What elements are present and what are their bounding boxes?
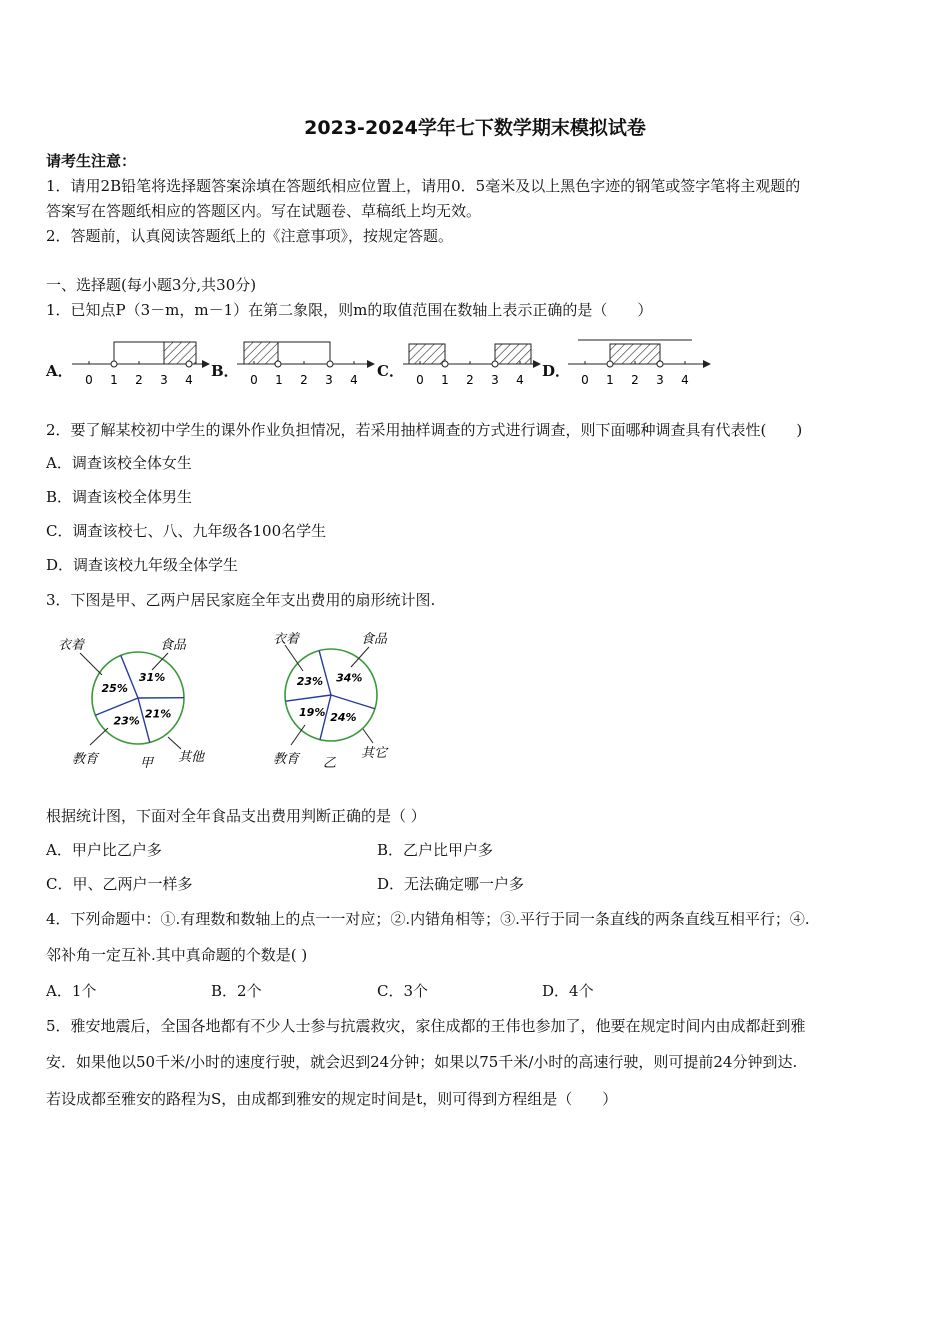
number-line-b xyxy=(229,332,379,392)
tick-label: 3 xyxy=(491,373,499,387)
q2-option-c: C．调查该校七、八、九年级各100名学生 xyxy=(46,522,327,540)
pie-slice-label: 34% xyxy=(336,671,363,685)
q1-stem: 1．已知点P（3－m，m－1）在第二象限，则m的取值范围在数轴上表示正确的是（ ） xyxy=(46,301,653,319)
tick-label: 4 xyxy=(350,373,358,387)
q4-option-a: A．1个 xyxy=(46,982,97,1000)
category-label: 教育 xyxy=(72,752,99,767)
category-label: 衣着 xyxy=(58,638,85,653)
hatch-region xyxy=(244,342,278,364)
pie-slice-label: 25% xyxy=(101,682,128,696)
notice-line-1b: 答案写在答题纸相应的答题区内。写在试题卷、草稿纸上均无效。 xyxy=(46,202,482,220)
q4-line-2: 邻补角一定互补.其中真命题的个数是( ) xyxy=(46,946,308,964)
open-point xyxy=(442,361,448,367)
category-label: 教育 xyxy=(273,752,300,767)
q4-option-c: C．3个 xyxy=(377,982,429,1000)
leader-line xyxy=(363,729,373,743)
hatch-region xyxy=(495,344,531,364)
q1-label-d: D． xyxy=(542,362,571,380)
q3-option-d: D．无法确定哪一户多 xyxy=(377,875,525,893)
open-point xyxy=(186,361,192,367)
q1-label-c: C． xyxy=(377,362,404,380)
tick-label: 0 xyxy=(250,373,258,387)
q4-option-b: B．2个 xyxy=(211,982,262,1000)
tick-label: 1 xyxy=(275,373,283,387)
category-label: 其它 xyxy=(361,746,388,761)
hatch-region xyxy=(409,344,445,364)
pie-slice-boundary xyxy=(95,698,138,715)
number-line-c xyxy=(395,332,545,392)
chart-title: 甲 xyxy=(140,756,154,771)
q2-option-d: D．调查该校九年级全体学生 xyxy=(46,556,239,574)
axis-arrow xyxy=(703,360,711,368)
q1-label-b: B． xyxy=(211,362,239,380)
pie-slice-boundary xyxy=(319,651,331,695)
category-label: 其他 xyxy=(178,750,205,765)
q4-option-d: D．4个 xyxy=(542,982,594,1000)
category-label: 衣着 xyxy=(273,632,300,647)
category-label: 食品 xyxy=(361,632,388,647)
axis-arrow xyxy=(202,360,210,368)
leader-line xyxy=(80,653,102,675)
tick-label: 1 xyxy=(441,373,449,387)
leader-line xyxy=(168,737,181,749)
tick-label: 1 xyxy=(110,373,118,387)
q4-line-1: 4．下列命题中：①.有理数和数轴上的点一一对应；②.内错角相等；③.平行于同一条直线的两条直线互相平行；④. xyxy=(46,910,810,928)
q3-option-c: C．甲、乙两户一样多 xyxy=(46,875,193,893)
pie-chart-jia xyxy=(50,625,230,775)
number-line-d xyxy=(560,332,715,392)
section-heading: 一、选择题(每小题3分,共30分) xyxy=(46,276,257,294)
open-point xyxy=(492,361,498,367)
q3-option-b: B．乙户比甲户多 xyxy=(377,841,494,859)
tick-label: 0 xyxy=(416,373,424,387)
pie-slice-label: 31% xyxy=(138,670,166,684)
q3-question: 根据统计图，下面对全年食品支出费用判断正确的是（ ） xyxy=(46,807,426,825)
q3-stem: 3．下图是甲、乙两户居民家庭全年支出费用的扇形统计图. xyxy=(46,591,436,609)
open-point xyxy=(111,361,117,367)
tick-label: 3 xyxy=(325,373,333,387)
notice-line-2: 2．答题前，认真阅读答题纸上的《注意事项》，按规定答题。 xyxy=(46,227,454,245)
leader-line xyxy=(90,728,108,745)
notice-heading: 请考生注意： xyxy=(46,152,137,170)
tick-label: 4 xyxy=(681,373,689,387)
tick-label: 3 xyxy=(656,373,664,387)
notice-line-1a: 1．请用2B铅笔将选择题答案涂填在答题纸相应位置上，请用0．5毫米及以上黑色字迹的钢笔或签字笔将主观题的 xyxy=(46,177,801,195)
axis-arrow xyxy=(533,360,541,368)
q2-option-b: B．调查该校全体男生 xyxy=(46,488,193,506)
tick-label: 4 xyxy=(516,373,524,387)
q3-option-a: A．甲户比乙户多 xyxy=(46,841,162,859)
tick-label: 3 xyxy=(160,373,168,387)
pie-slices xyxy=(285,651,374,740)
q5-line-1: 5．雅安地震后，全国各地都有不少人士参与抗震救灾，家住成都的王伟也参加了，他要在规定时间内由成都赶到雅 xyxy=(46,1017,806,1035)
page-title: 2023-2024学年七下数学期末模拟试卷 xyxy=(304,117,646,139)
pie-chart-yi xyxy=(265,625,445,775)
q2-option-a: A．调查该校全体女生 xyxy=(46,454,192,472)
q2-stem: 2．要了解某校初中学生的课外作业负担情况，若采用抽样调查的方式进行调查，则下面哪种调查具有代表性( ) xyxy=(46,421,803,439)
pie-slice-label: 23% xyxy=(113,714,140,728)
open-point xyxy=(607,361,613,367)
bracket-line xyxy=(278,342,330,364)
category-label: 食品 xyxy=(160,638,187,653)
tick-label: 0 xyxy=(85,373,93,387)
open-point xyxy=(327,361,333,367)
tick-label: 2 xyxy=(631,373,639,387)
pie-slice-boundary xyxy=(285,695,331,701)
pie-slice-boundary xyxy=(331,695,375,709)
tick-label: 2 xyxy=(135,373,143,387)
tick-label: 1 xyxy=(606,373,614,387)
open-point xyxy=(275,361,281,367)
pie-slice-label: 19% xyxy=(299,705,326,719)
chart-title: 乙 xyxy=(323,756,337,771)
q1-label-a: A． xyxy=(46,362,73,380)
tick-label: 4 xyxy=(185,373,193,387)
tick-label: 0 xyxy=(581,373,589,387)
axis-arrow xyxy=(367,360,375,368)
q5-line-3: 若设成都至雅安的路程为S，由成都到雅安的规定时间是t，则可得到方程组是（ ） xyxy=(46,1090,618,1108)
leader-line xyxy=(351,647,369,667)
tick-label: 2 xyxy=(300,373,308,387)
hatch-region xyxy=(164,342,196,364)
tick-label: 2 xyxy=(466,373,474,387)
q5-line-2: 安．如果他以50千米/小时的速度行驶，就会迟到24分钟；如果以75千米/小时的高速行驶，则可提前24分钟到达. xyxy=(46,1053,798,1071)
pie-slice-label: 23% xyxy=(296,674,324,688)
pie-slice-label: 24% xyxy=(330,711,357,725)
number-line-a xyxy=(64,332,214,392)
bracket-line xyxy=(114,342,164,364)
open-point xyxy=(657,361,663,367)
pie-slice-label: 21% xyxy=(144,707,172,721)
